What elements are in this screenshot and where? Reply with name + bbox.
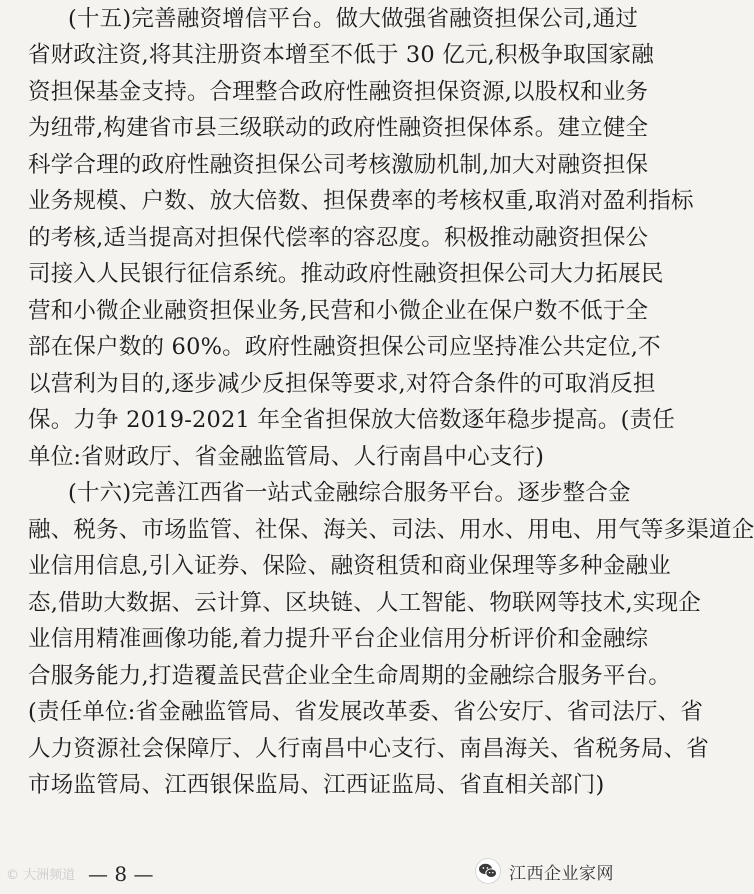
paragraph-16-line: (十六)完善江西省一站式金融综合服务平台。逐步整合金 bbox=[68, 480, 631, 506]
paragraph-15-line: 资担保基金支持。合理整合政府性融资担保资源,以股权和业务 bbox=[28, 79, 649, 105]
page-footer bbox=[0, 854, 628, 894]
paragraph-16-line: 融、税务、市场监管、社保、海关、司法、用水、用电、用气等多渠道企 bbox=[28, 517, 754, 543]
brand-name: 江西企业家网 bbox=[509, 863, 614, 884]
paragraph-15-line: 科学合理的政府性融资担保公司考核激励机制,加大对融资担保 bbox=[28, 152, 649, 178]
paragraph-15-line: 保。力争 2019-2021 年全省担保放大倍数逐年稳步提高。(责任 bbox=[28, 407, 676, 433]
watermark-text: © 大洲频道 bbox=[6, 868, 76, 883]
paragraph-15-line: 以营利为目的,逐步减少反担保等要求,对符合条件的可取消反担 bbox=[28, 371, 656, 397]
paragraph-16-line: 人力资源社会保障厅、人行南昌中心支行、南昌海关、省税务局、省 bbox=[28, 736, 710, 762]
paragraph-15-line: 单位:省财政厅、省金融监管局、人行南昌中心支行) bbox=[28, 444, 545, 470]
paragraph-16-line: 市场监管局、江西银保监局、江西证监局、省直相关部门) bbox=[28, 772, 605, 798]
paragraph-15-line: (十五)完善融资增信平台。做大做强省融资担保公司,通过 bbox=[68, 6, 639, 32]
paragraph-15-line: 部在保户数的 60%。政府性融资担保公司应坚持准公共定位,不 bbox=[28, 334, 661, 360]
paragraph-16-line: 态,借助大数据、云计算、区块链、人工智能、物联网等技术,实现企 bbox=[28, 590, 702, 616]
paragraph-16-line: 合服务能力,打造覆盖民营企业全生命周期的金融综合服务平台。 bbox=[28, 663, 671, 689]
paragraph-15-line: 营和小微企业融资担保业务,民营和小微企业在保户数不低于全 bbox=[28, 298, 649, 324]
paragraph-15-line: 为纽带,构建省市县三级联动的政府性融资担保体系。建立健全 bbox=[28, 115, 649, 141]
paragraph-16-line: 业信用精准画像功能,着力提升平台企业信用分析评价和金融综 bbox=[28, 626, 649, 652]
wechat-icon bbox=[475, 858, 501, 884]
paragraph-15-line: 省财政注资,将其注册资本增至不低于 30 亿元,积极争取国家融 bbox=[28, 42, 654, 68]
paragraph-16-line: (责任单位:省金融监管局、省发展改革委、省公安厅、省司法厅、省 bbox=[28, 699, 704, 725]
brand-badge bbox=[475, 856, 614, 886]
paragraph-16-line: 业信用信息,引入证券、保险、融资租赁和商业保理等多种金融业 bbox=[28, 553, 671, 579]
paragraph-15-line: 司接入人民银行征信系统。推动政府性融资担保公司大力拓展民 bbox=[28, 261, 664, 287]
paragraph-15-line: 的考核,适当提高对担保代偿率的容忍度。积极推动融资担保公 bbox=[28, 225, 649, 251]
paragraph-15-line: 业务规模、户数、放大倍数、担保费率的考核权重,取消对盈利指标 bbox=[28, 188, 694, 214]
page-number: — 8 — bbox=[88, 862, 154, 886]
